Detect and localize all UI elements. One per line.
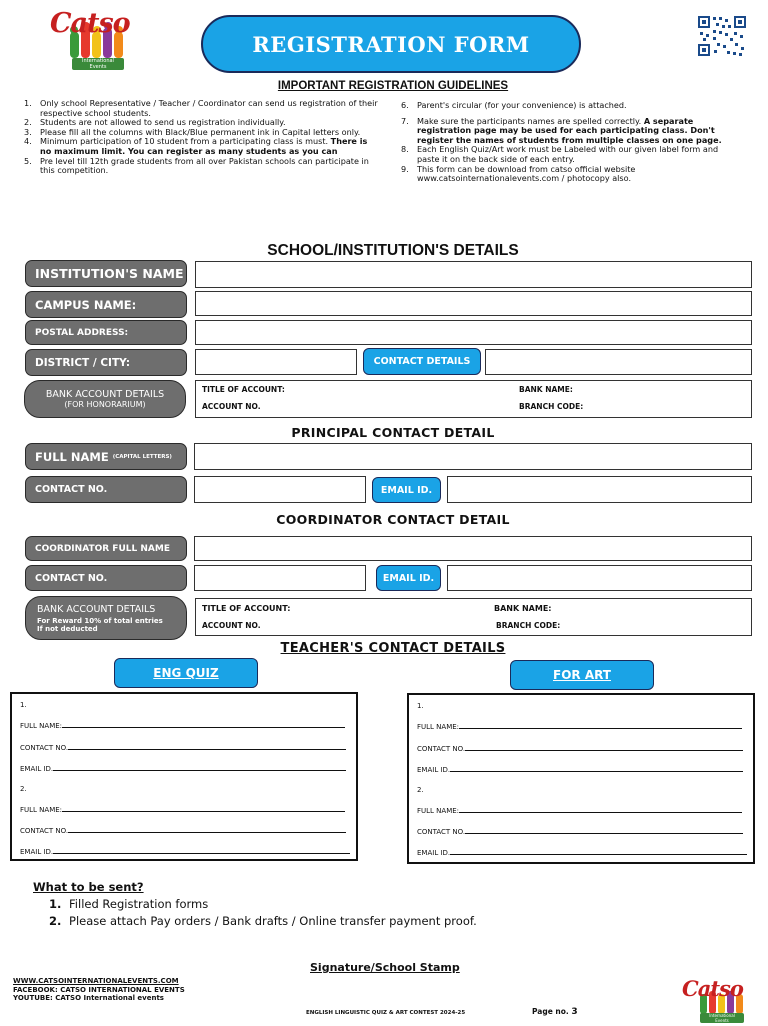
- coordinator-title-of-account-label: TITLE OF ACCOUNT:: [202, 604, 291, 613]
- principal-full-name-sub: (CAPITAL LETTERS): [112, 453, 172, 460]
- eng-quiz-teacher-box: [10, 692, 358, 861]
- coordinator-contact-field[interactable]: [194, 565, 366, 591]
- contact-details-label: CONTACT DETAILS: [363, 348, 481, 375]
- postal-address-label: POSTAL ADDRESS:: [25, 320, 187, 345]
- guideline-item: 6. Parent's circular (for your convenience) is attached.: [401, 100, 627, 110]
- footer-links: [13, 977, 185, 1003]
- coordinator-bank-name-label: BANK NAME:: [494, 604, 552, 613]
- principal-email-field[interactable]: [447, 476, 752, 503]
- teacher-contact-line[interactable]: CONTACT NO.: [20, 742, 346, 752]
- footer-youtube: YOUTUBE: CATSO International events: [13, 994, 164, 1002]
- bank-account-sub: (FOR HONORARIUM): [64, 400, 146, 409]
- teacher-number: 1.: [417, 702, 424, 710]
- contact-details-field[interactable]: [485, 349, 752, 375]
- principal-contact-label: CONTACT NO.: [25, 476, 187, 503]
- coordinator-contact-label: CONTACT NO.: [25, 565, 187, 591]
- title-of-account-label: TITLE OF ACCOUNT:: [202, 385, 285, 394]
- teacher-number: 2.: [417, 786, 424, 794]
- coordinator-bank-label-text: BANK ACCOUNT DETAILS: [37, 603, 156, 615]
- teacher-number: 2.: [20, 785, 27, 793]
- coordinator-email-label: EMAIL ID.: [376, 565, 441, 591]
- coordinator-bank-field[interactable]: [195, 598, 752, 636]
- guideline-item: 4. Minimum participation of 10 student from a participating class is must. There is no maximum limit. You can register as many students as you can: [24, 136, 368, 156]
- principal-full-name-label: [25, 443, 187, 470]
- what-sent-heading: What to be sent?: [33, 880, 144, 894]
- guidelines-left-list: [24, 99, 378, 176]
- teacher-contact-line[interactable]: CONTACT NO.: [20, 825, 346, 835]
- what-sent-item: 2. Please attach Pay orders / Bank drafts / Online transfer payment proof.: [49, 914, 477, 928]
- bank-account-label-text: BANK ACCOUNT DETAILS: [45, 389, 165, 400]
- bank-account-field[interactable]: [195, 380, 752, 418]
- bank-account-label: [24, 380, 186, 418]
- catso-logo-bottom: [680, 978, 760, 1022]
- guideline-item: 7. Make sure the participants names are spelled correctly. A separate registration page may be used for each participating class. Don't register the names of students from multiple classes on one page.: [401, 115, 722, 145]
- principal-email-label: EMAIL ID.: [372, 477, 441, 503]
- coordinator-bank-sub2: If not deducted: [37, 624, 98, 633]
- page-number: Page no. 3: [532, 1007, 578, 1017]
- guidelines-heading: IMPORTANT REGISTRATION GUIDELINES: [277, 80, 509, 92]
- teacher-full-name-line[interactable]: FULL NAME:: [20, 720, 345, 730]
- coordinator-account-no-label: ACCOUNT NO.: [202, 621, 261, 630]
- branch-code-label: BRANCH CODE:: [519, 402, 584, 411]
- coordinator-heading: COORDINATOR CONTACT DETAIL: [276, 512, 510, 527]
- teacher-contact-line[interactable]: CONTACT NO.: [417, 743, 743, 753]
- campus-name-label: CAMPUS NAME:: [25, 291, 187, 318]
- postal-address-field[interactable]: [195, 320, 752, 345]
- bank-name-label: BANK NAME:: [519, 385, 573, 394]
- guideline-item: 1. Only school Representative / Teacher / Coordinator can send us registration of their respective school students.: [24, 98, 378, 118]
- campus-name-field[interactable]: [195, 291, 752, 316]
- guideline-item: 2. Students are not allowed to send us registration individually.: [24, 117, 286, 128]
- principal-contact-field[interactable]: [194, 476, 366, 503]
- principal-full-name-field[interactable]: [194, 443, 752, 470]
- coordinator-full-name-field[interactable]: [194, 536, 752, 561]
- district-city-field[interactable]: [195, 349, 357, 375]
- teacher-email-line[interactable]: EMAIL ID.: [417, 764, 743, 774]
- teacher-full-name-line[interactable]: FULL NAME:: [417, 721, 742, 731]
- coordinator-bank-sub1: For Reward 10% of total entries: [37, 616, 163, 625]
- teacher-full-name-line[interactable]: FULL NAME:: [20, 804, 345, 814]
- coordinator-branch-code-label: BRANCH CODE:: [496, 621, 561, 630]
- footer-facebook: FACEBOOK: CATSO INTERNATIONAL EVENTS: [13, 985, 185, 994]
- institution-name-label: INSTITUTION'S NAME: [25, 260, 187, 287]
- institution-name-field[interactable]: [195, 261, 752, 288]
- guideline-item: 9. This form can be download from catso official website www.catsointernationalevents.com / photocopy also.: [401, 163, 636, 184]
- teacher-number: 1.: [20, 701, 27, 709]
- logo-word: Catso: [682, 976, 743, 1001]
- footer-website[interactable]: WWW.CATSOINTERNATIONALEVENTS.COM: [13, 977, 179, 985]
- page-title: REGISTRATION FORM: [201, 15, 581, 73]
- for-art-tab[interactable]: FOR ART: [510, 660, 654, 690]
- eng-quiz-tab[interactable]: ENG QUIZ: [114, 658, 258, 688]
- logo-subtitle: International Events: [700, 1013, 744, 1023]
- signature-label: Signature/School Stamp: [310, 961, 460, 974]
- logo-subtitle: International Events: [72, 58, 124, 70]
- school-details-heading: SCHOOL/INSTITUTION'S DETAILS: [267, 242, 519, 259]
- principal-full-name-text: FULL NAME: [35, 449, 109, 464]
- for-art-teacher-box: [407, 693, 755, 864]
- principal-heading: PRINCIPAL CONTACT DETAIL: [291, 425, 495, 440]
- teachers-heading: TEACHER'S CONTACT DETAILS: [280, 641, 506, 656]
- guideline-item: 3. Please fill all the columns with Black/Blue permanent ink in Capital letters only.: [24, 126, 361, 137]
- teacher-email-line[interactable]: EMAIL ID.: [417, 847, 747, 857]
- qr-code-icon: [697, 15, 747, 57]
- teacher-email-line[interactable]: EMAIL ID.: [20, 846, 350, 856]
- district-city-label: DISTRICT / CITY:: [25, 349, 187, 376]
- what-sent-item: 1. Filled Registration forms: [49, 897, 209, 911]
- logo-word: Catso: [50, 8, 130, 39]
- coordinator-email-field[interactable]: [447, 565, 752, 591]
- teacher-email-line[interactable]: EMAIL ID.: [20, 763, 346, 773]
- coordinator-full-name-label: COORDINATOR FULL NAME: [25, 536, 187, 561]
- footer-contest: ENGLISH LINGUISTIC QUIZ & ART CONTEST 2024-25: [306, 1010, 466, 1016]
- coordinator-bank-label: [25, 596, 187, 640]
- teacher-full-name-line[interactable]: FULL NAME:: [417, 805, 742, 815]
- catso-logo-top: [46, 10, 146, 70]
- account-no-label: ACCOUNT NO.: [202, 402, 261, 411]
- guideline-item: 5. Pre level till 12th grade students from all over Pakistan schools can participate in this competition.: [24, 155, 369, 176]
- guideline-item: 8. Each English Quiz/Art work must be Labeled with our given label form and paste it on the back side of each entry.: [401, 144, 719, 164]
- guidelines-right-list: [401, 101, 731, 184]
- teacher-contact-line[interactable]: CONTACT NO.: [417, 826, 743, 836]
